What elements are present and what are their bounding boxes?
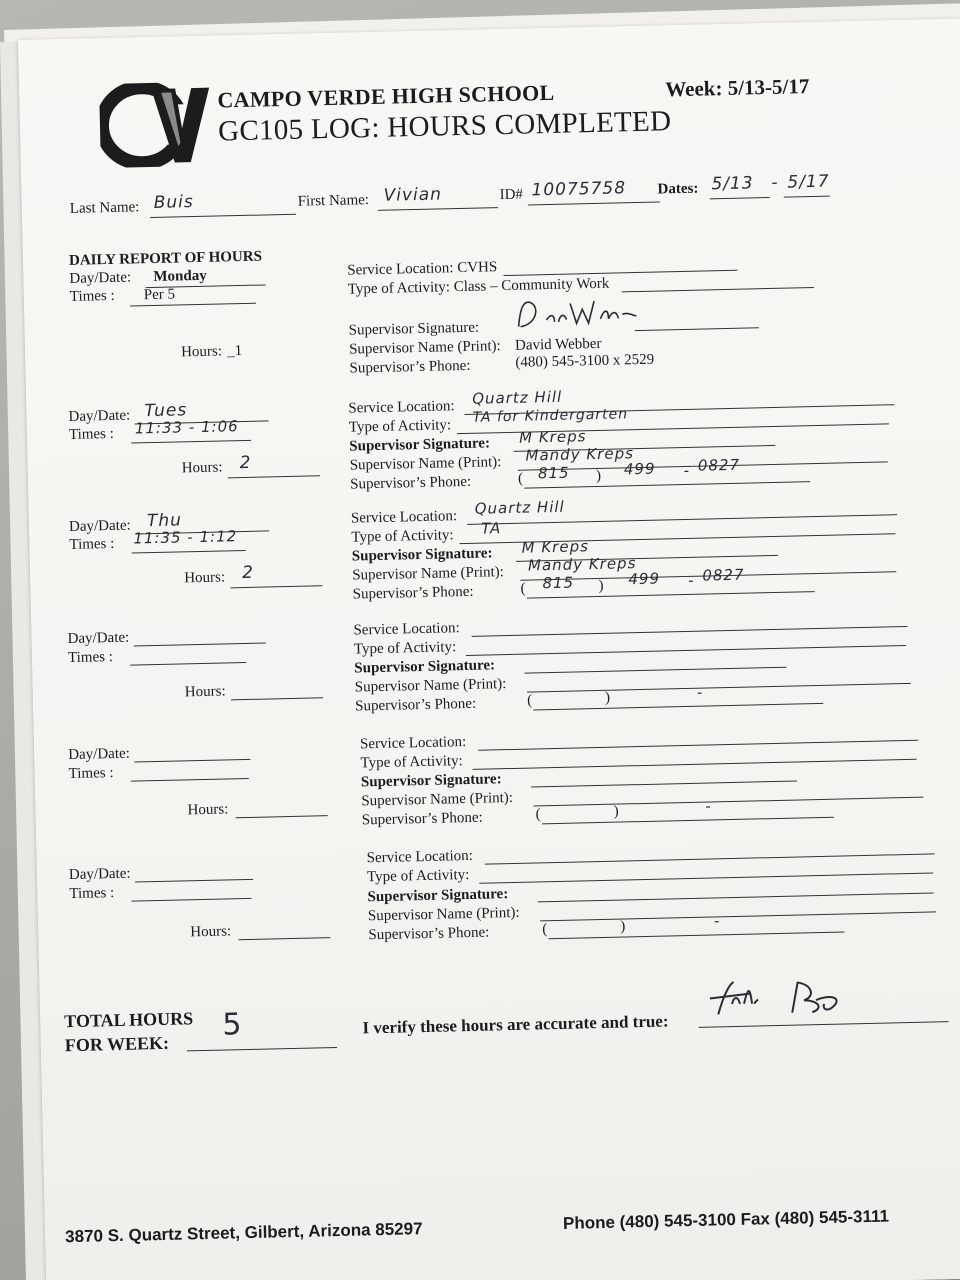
school-name: CAMPO VERDE HIGH SCHOOL [217, 79, 555, 113]
entry2-supervisor-name[interactable]: Mandy Kreps [525, 444, 635, 465]
date-to-line [784, 196, 830, 198]
entry3-phone-line-number[interactable]: 0827 [702, 565, 745, 585]
week-range: Week: 5/13-5/17 [665, 74, 810, 102]
entry4-phone-close: ) [604, 689, 611, 706]
entry1-supervisor-name[interactable]: David Webber [514, 335, 602, 354]
entry5-hours-label: Hours: [187, 801, 229, 819]
entry5-name-line[interactable] [533, 797, 923, 807]
entry6-activity-line[interactable] [479, 872, 933, 883]
entry2-phone-open-paren: ( [517, 470, 524, 487]
entry3-phone-prefix[interactable]: 499 [628, 569, 661, 589]
entry2-service-label: Service Location: [348, 398, 455, 417]
entry3-service-value[interactable]: Quartz Hill [474, 497, 565, 518]
first-name-value[interactable]: Vivian [383, 184, 443, 206]
entry3-hours-line [230, 585, 322, 588]
entry1-phone-label: Supervisor’s Phone: [349, 357, 471, 377]
entry2-phone-area[interactable]: 815 [537, 463, 570, 483]
entry6-phone-line[interactable] [549, 931, 845, 939]
entry3-activity-label: Type of Activity: [351, 527, 454, 546]
first-name-line [378, 207, 498, 211]
entry6-day-label: Day/Date: [68, 865, 131, 884]
entry5-times-line[interactable] [131, 778, 249, 782]
log-title: GC105 LOG: HOURS COMPLETED [217, 105, 672, 148]
first-name-label: First Name: [297, 192, 370, 210]
entry2-activity-value[interactable]: TA for Kindergarten [472, 406, 629, 426]
entry2-phone-label: Supervisor’s Phone: [349, 473, 472, 493]
entry2-phone-dash: - [683, 462, 690, 480]
entry1-activity: Type of Activity: Class – Community Work [347, 275, 610, 298]
id-label: ID# [499, 186, 524, 204]
date-from-value[interactable]: 5/13 [711, 173, 754, 195]
entry5-hours-line[interactable] [236, 815, 328, 818]
total-hours-line [187, 1047, 337, 1051]
entry4-times-label: Times : [67, 649, 114, 667]
entry5-day-label: Day/Date: [68, 745, 131, 764]
entry2-supervisor-signature[interactable]: M Kreps [518, 427, 587, 447]
entry1-hours-label: Hours: [180, 343, 223, 361]
entry3-hours-value[interactable]: 2 [241, 562, 255, 584]
verify-statement: I verify these hours are accurate and true: [362, 1011, 669, 1038]
entry2-day-value[interactable]: Tues [144, 400, 188, 422]
entry4-name-line[interactable] [527, 683, 911, 693]
entry4-service-label: Service Location: [353, 620, 460, 639]
entry4-signature-label: Supervisor Signature: [354, 657, 496, 677]
entry5-name-label: Supervisor Name (Print): [361, 789, 514, 810]
entry5-activity-label: Type of Activity: [360, 753, 463, 772]
entry3-signature-label: Supervisor Signature: [351, 545, 493, 565]
entry3-times-line [132, 550, 246, 554]
entry4-hours-label: Hours: [184, 683, 226, 701]
entry1-signature-label: Supervisor Signature: [348, 319, 480, 339]
footer-phone-fax: Phone (480) 545-3100 Fax (480) 545-3111 [562, 1206, 890, 1233]
entry5-phone-open: ( [535, 806, 541, 823]
entry2-name-label: Supervisor Name (Print): [349, 454, 502, 474]
entry1-activity-line [622, 287, 814, 292]
entry6-name-line[interactable] [540, 911, 936, 921]
entry6-signature-line[interactable] [538, 892, 934, 902]
entry6-hours-line[interactable] [238, 937, 330, 940]
entry1-name-label: Supervisor Name (Print): [348, 338, 501, 358]
entry3-phone-label: Supervisor’s Phone: [352, 583, 474, 603]
entry6-service-line[interactable] [485, 853, 935, 864]
entry2-times-line [131, 440, 251, 444]
last-name-label: Last Name: [69, 199, 140, 217]
entry1-signature-line [635, 327, 759, 331]
entry3-day-value[interactable]: Thu [146, 510, 183, 532]
entry2-activity-label: Type of Activity: [348, 417, 452, 436]
entry2-signature-label: Supervisor Signature: [349, 435, 491, 455]
entry1-times-value[interactable]: Per 5 [143, 286, 176, 304]
entry2-hours-line [228, 475, 320, 478]
entry1-service-location: Service Location: CVHS [347, 259, 498, 279]
total-hours-label-line2: FOR WEEK: [64, 1032, 170, 1056]
entry2-service-value[interactable]: Quartz Hill [472, 387, 563, 408]
entry5-day-line[interactable] [134, 759, 250, 763]
entry4-activity-label: Type of Activity: [353, 639, 457, 658]
entry6-signature-label: Supervisor Signature: [367, 886, 509, 906]
daily-report-heading: DAILY REPORT OF HOURS [68, 248, 263, 269]
entry4-name-label: Supervisor Name (Print): [354, 676, 507, 696]
entry5-signature-label: Supervisor Signature: [360, 771, 502, 791]
entry6-phone-close: ) [620, 918, 626, 935]
entry6-phone-dash: - [713, 913, 720, 930]
entry1-day-value[interactable]: Monday [153, 267, 207, 285]
date-from-line [710, 197, 770, 199]
date-to-value[interactable]: 5/17 [787, 171, 830, 193]
entry4-phone-label: Supervisor’s Phone: [355, 695, 477, 715]
entry4-phone-parens: ( [526, 692, 533, 709]
entry4-day-label: Day/Date: [67, 629, 130, 648]
total-hours-label-line1: TOTAL HOURS [64, 1008, 194, 1032]
entry4-times-line[interactable] [130, 662, 246, 666]
entry1-day-label: Day/Date: [69, 269, 132, 287]
entry5-phone-line[interactable] [542, 817, 834, 825]
entry3-phone-close-paren: ) [598, 577, 604, 594]
entry3-phone-dash: - [688, 572, 694, 589]
entry3-supervisor-signature[interactable]: M Kreps [521, 537, 590, 557]
entry6-name-label: Supervisor Name (Print): [367, 904, 520, 925]
entry6-day-line[interactable] [135, 879, 253, 883]
entry2-hours-value[interactable]: 2 [239, 452, 252, 474]
entry4-day-line[interactable] [134, 643, 266, 647]
hours-log-form [18, 18, 960, 1280]
entry3-activity-value[interactable]: TA [481, 519, 502, 538]
entry2-phone-line-number[interactable]: 0827 [697, 455, 741, 475]
entry4-phone-dash: - [696, 684, 703, 701]
entry5-activity-line[interactable] [473, 759, 917, 770]
date-dash: - [771, 172, 779, 193]
entry1-supervisor-signature[interactable] [510, 294, 641, 333]
entry1-service-line [503, 270, 737, 276]
entry4-service-line[interactable] [472, 626, 908, 637]
student-signature[interactable] [703, 971, 854, 1024]
entry5-times-label: Times : [68, 765, 114, 783]
entry6-service-label: Service Location: [366, 847, 474, 867]
cv-logo [99, 82, 211, 168]
last-name-line [150, 214, 296, 218]
entry6-hours-label: Hours: [190, 923, 232, 941]
entry4-phone-line[interactable] [533, 703, 823, 711]
entry4-hours-line[interactable] [231, 697, 323, 700]
entry2-times-value[interactable]: 11:33 - 1:06 [134, 417, 239, 438]
footer-address: 3870 S. Quartz Street, Gilbert, Arizona 85297 [64, 1219, 423, 1247]
entry1-times-label: Times : [69, 287, 115, 305]
entry1-supervisor-phone[interactable]: (480) 545-3100 x 2529 [515, 351, 655, 371]
entry2-day-label: Day/Date: [68, 407, 131, 425]
total-hours-value[interactable]: 5 [222, 1007, 242, 1043]
id-line [528, 201, 660, 205]
entry3-times-label: Times : [69, 535, 115, 553]
entry5-phone-close: ) [613, 803, 619, 820]
entry3-phone-open-paren: ( [520, 580, 526, 597]
entry5-service-label: Service Location: [359, 734, 467, 753]
last-name-value[interactable]: Buis [153, 192, 194, 213]
entry5-phone-label: Supervisor’s Phone: [361, 809, 483, 829]
entry3-day-label: Day/Date: [68, 517, 131, 535]
entry3-service-label: Service Location: [350, 508, 458, 527]
entry5-service-line[interactable] [478, 740, 918, 751]
entry3-times-value[interactable]: 11:35 - 1:12 [133, 527, 238, 548]
entry2-phone-line [524, 481, 810, 488]
entry5-phone-dash: - [705, 798, 711, 815]
entry6-phone-label: Supervisor’s Phone: [368, 924, 490, 944]
entry2-hours-label: Hours: [181, 459, 223, 477]
id-value[interactable]: 10075758 [531, 178, 627, 201]
entry6-times-label: Times : [69, 885, 115, 903]
entry6-times-line[interactable] [132, 898, 252, 902]
entry3-name-label: Supervisor Name (Print): [352, 564, 505, 584]
entry2-times-label: Times : [68, 425, 115, 443]
entry4-signature-line[interactable] [524, 667, 786, 674]
entry3-hours-label: Hours: [184, 569, 226, 587]
entry2-phone-prefix[interactable]: 499 [623, 459, 656, 479]
entry3-phone-line [527, 591, 815, 599]
entry2-phone-close-paren: ) [595, 467, 602, 484]
entry6-activity-label: Type of Activity: [366, 866, 470, 886]
entry1-hours-value[interactable]: _1 [226, 342, 243, 360]
entry4-activity-line[interactable] [466, 645, 906, 656]
entry6-phone-open: ( [542, 921, 548, 938]
entry3-supervisor-name[interactable]: Mandy Kreps [527, 554, 637, 575]
entry5-signature-line[interactable] [531, 781, 797, 788]
dates-label: Dates: [657, 180, 699, 198]
entry3-phone-area[interactable]: 815 [542, 573, 575, 593]
